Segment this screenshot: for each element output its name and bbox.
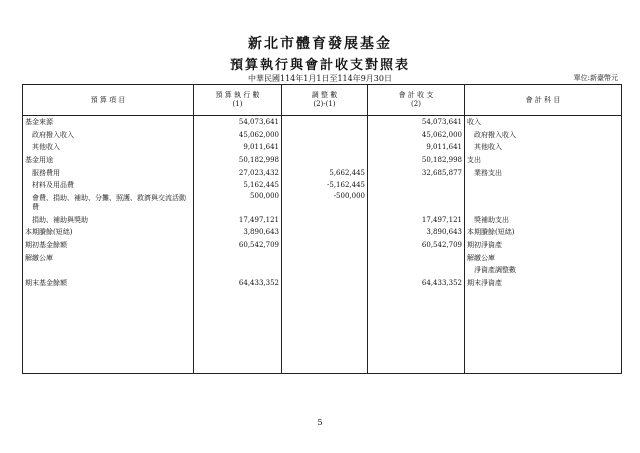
cell-acct: 3,890,643 (368, 226, 465, 239)
comparison-table (22, 84, 622, 374)
cell-exec (194, 264, 282, 277)
header-budget-exec-no: (1) (232, 100, 243, 108)
filler-cell (282, 289, 368, 373)
cell-acct (368, 264, 465, 277)
table-row (23, 116, 622, 129)
cell-acct (368, 192, 465, 214)
cell-item: 政府撥入收入 (23, 129, 194, 142)
cell-item: 會費、捐助、補助、分攤、照護、救濟與交流活動費 (23, 192, 194, 214)
cell-acct: 60,542,709 (368, 239, 465, 252)
cell-adj: -500,000 (282, 192, 368, 214)
header-adjust-label: 調 整 數 (311, 91, 338, 99)
cell-subject (465, 192, 622, 214)
cell-exec: 64,433,352 (194, 277, 282, 290)
cell-adj (282, 154, 368, 167)
cell-subject: 獎補助支出 (465, 214, 622, 227)
table-row (23, 179, 622, 192)
cell-exec: 3,890,643 (194, 226, 282, 239)
cell-adj (282, 226, 368, 239)
table-row (23, 166, 622, 179)
table-row (23, 192, 622, 214)
table-row (23, 141, 622, 154)
cell-acct: 64,433,352 (368, 277, 465, 290)
cell-acct: 50,182,998 (368, 154, 465, 167)
cell-item: 期初基金餘額 (23, 239, 194, 252)
table-row (23, 154, 622, 167)
document-title: 新北市體育發展基金 (248, 36, 392, 52)
cell-item: 解繳公庫 (23, 251, 194, 264)
cell-acct: 32,685,877 (368, 166, 465, 179)
cell-item: 本期賸餘(短絀) (23, 226, 194, 239)
cell-exec: 27,023,432 (194, 166, 282, 179)
cell-exec: 50,182,998 (194, 154, 282, 167)
cell-item: 基金來源 (23, 116, 194, 129)
table-row (23, 226, 622, 239)
cell-adj (282, 129, 368, 142)
cell-subject: 期末淨資產 (465, 277, 622, 290)
cell-item: 捐助、補助與獎助 (23, 214, 194, 227)
cell-acct (368, 251, 465, 264)
header-budget-exec (194, 85, 282, 116)
cell-item: 材料及用品費 (23, 179, 194, 192)
cell-subject: 其他收入 (465, 141, 622, 154)
cell-adj: -5,162,445 (282, 179, 368, 192)
cell-subject: 政府撥入收入 (465, 129, 622, 142)
cell-adj (282, 141, 368, 154)
header-accounting-no: (2) (411, 100, 421, 108)
table-row (23, 214, 622, 227)
header-accounting (368, 85, 465, 116)
cell-exec: 45,062,000 (194, 129, 282, 142)
cell-exec: 54,073,641 (194, 116, 282, 129)
table-row (23, 264, 622, 277)
cell-acct: 45,062,000 (368, 129, 465, 142)
header-adjust (282, 85, 368, 116)
cell-exec: 9,011,641 (194, 141, 282, 154)
unit-label: 單位:新臺幣元 (573, 74, 618, 82)
cell-adj (282, 264, 368, 277)
cell-item (23, 264, 194, 277)
cell-exec (194, 251, 282, 264)
filler-cell (465, 289, 622, 373)
cell-adj (282, 239, 368, 252)
table-row (23, 277, 622, 290)
cell-subject: 本期賸餘(短絀) (465, 226, 622, 239)
cell-acct: 9,011,641 (368, 141, 465, 154)
header-budget-exec-label: 預 算 執 行 數 (215, 91, 260, 99)
cell-subject: 期初淨資產 (465, 239, 622, 252)
header-row (23, 85, 622, 116)
cell-item: 服務費用 (23, 166, 194, 179)
page-number: 5 (317, 418, 323, 427)
header-accounting-label: 會 計 收 支 (398, 91, 434, 99)
cell-exec: 60,542,709 (194, 239, 282, 252)
table-filler-row (23, 289, 622, 373)
header-adjust-no: (2)-(1) (313, 100, 336, 108)
cell-subject: 收入 (465, 116, 622, 129)
cell-item: 基金用途 (23, 154, 194, 167)
cell-acct: 17,497,121 (368, 214, 465, 227)
cell-adj (282, 251, 368, 264)
cell-adj (282, 277, 368, 290)
filler-cell (368, 289, 465, 373)
cell-exec: 17,497,121 (194, 214, 282, 227)
document-subtitle: 預算執行與會計收支對照表 (229, 58, 410, 73)
table-row (23, 129, 622, 142)
filler-cell (23, 289, 194, 373)
header-account-subject: 會 計 科 目 (465, 85, 622, 116)
filler-cell (194, 289, 282, 373)
header-item: 預 算 項 目 (23, 85, 194, 116)
cell-subject: 業務支出 (465, 166, 622, 179)
table-row (23, 251, 622, 264)
period-label: 中華民國114年1月1日至114年9月30日 (248, 74, 392, 83)
cell-subject: 解繳公庫 (465, 251, 622, 264)
cell-acct (368, 179, 465, 192)
cell-adj (282, 116, 368, 129)
cell-subject: 淨資產調整數 (465, 264, 622, 277)
cell-exec: 500,000 (194, 192, 282, 214)
cell-adj (282, 214, 368, 227)
table-row (23, 239, 622, 252)
cell-acct: 54,073,641 (368, 116, 465, 129)
cell-item: 期末基金餘額 (23, 277, 194, 290)
cell-item: 其他收入 (23, 141, 194, 154)
cell-exec: 5,162,445 (194, 179, 282, 192)
cell-subject: 支出 (465, 154, 622, 167)
cell-subject (465, 179, 622, 192)
cell-adj: 5,662,445 (282, 166, 368, 179)
